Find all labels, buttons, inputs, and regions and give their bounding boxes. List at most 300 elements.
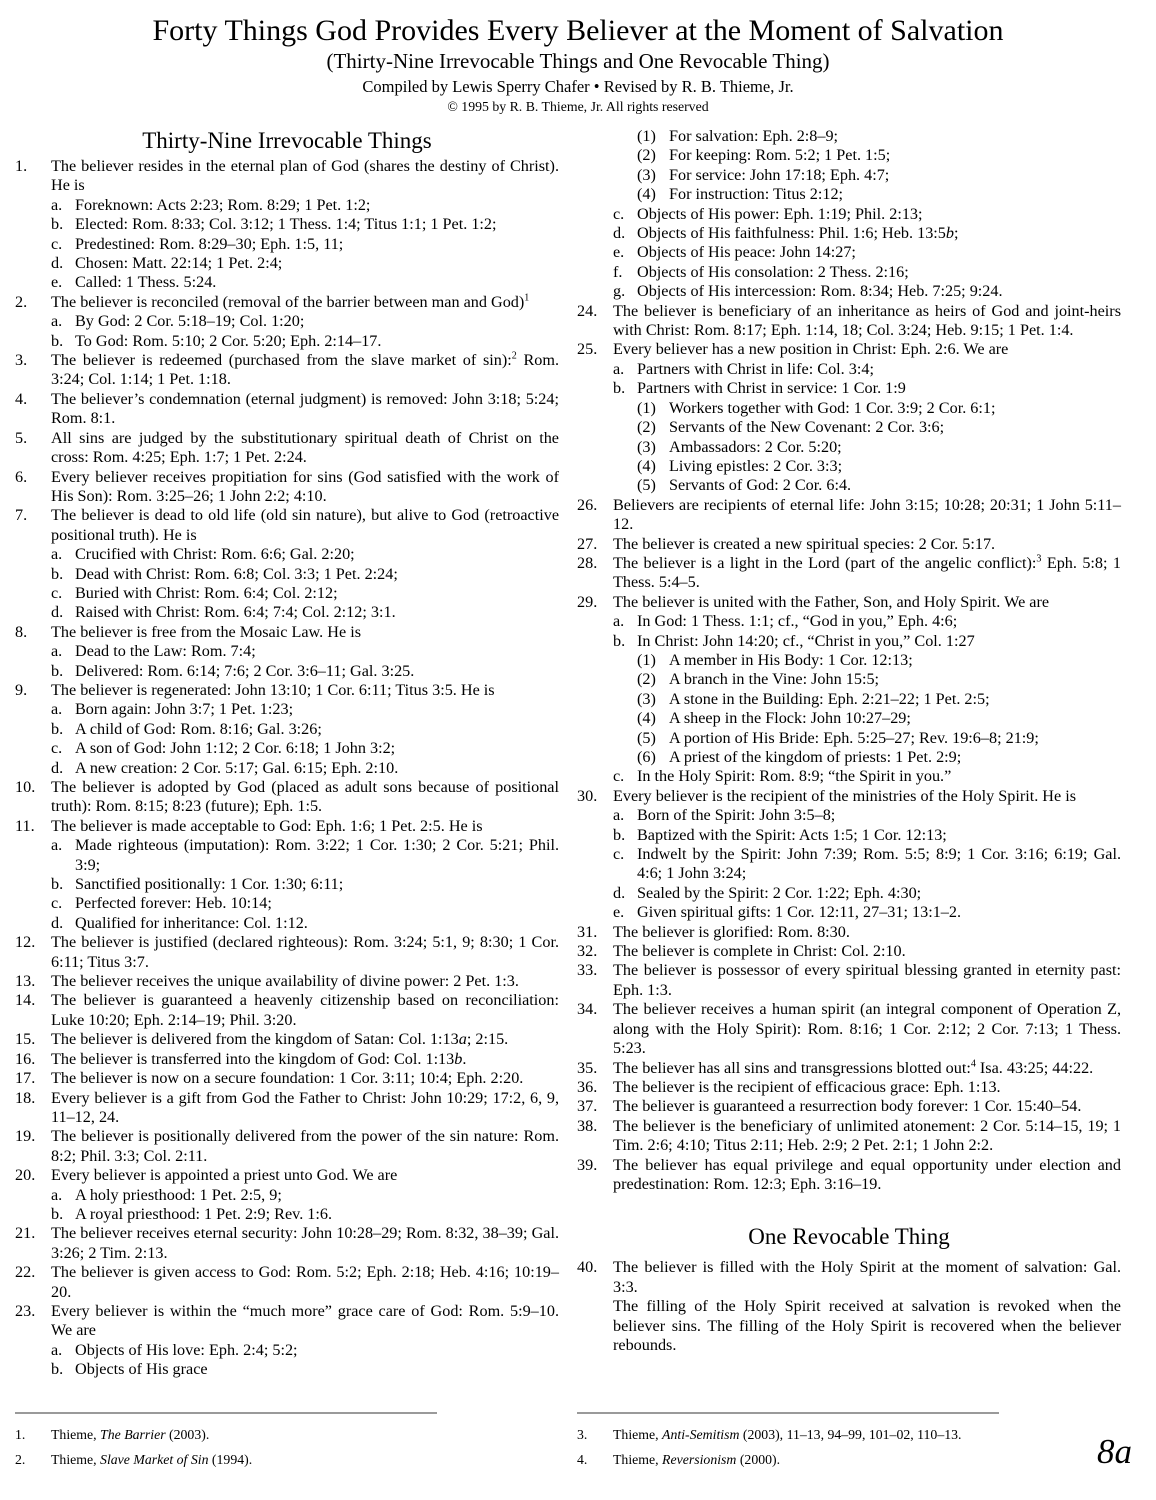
item-text: Made righteous (imputation): Rom. 3:22; 1 Cor. 1:30; 2 Cor. 5:21; Phil. 3:9; (75, 836, 559, 874)
item-marker: 8. (15, 622, 28, 641)
list-item (15, 759, 559, 778)
item-marker: a. (51, 700, 63, 719)
list-item (577, 554, 1121, 593)
item-text: The believer resides in the eternal plan of God (shares the destiny of Christ). He is (51, 157, 559, 195)
item-marker: 21. (15, 1224, 36, 1243)
item-marker: c. (51, 894, 63, 913)
item-text: The believer has all sins and transgressions blotted out:$^4$ Isa. 43:25; 44:22. (613, 1058, 1094, 1077)
item-marker: a. (51, 1185, 63, 1204)
item-marker: 23. (15, 1301, 36, 1320)
footnote-text: Thieme, Anti-Semitism (2003), 11–13, 94–99, 101–02, 110–13. (613, 1427, 962, 1442)
item-marker: 1. (15, 157, 28, 175)
list-item (15, 1166, 559, 1185)
item-text: Every believer is the recipient of the ministries of the Holy Spirit. He is (613, 786, 1077, 805)
list-item (15, 739, 559, 758)
item-text: Every believer is appointed a priest unto God. We are (51, 1166, 398, 1185)
item-text: The believer is the recipient of efficacious grace: Eph. 1:13. (613, 1077, 1001, 1096)
list-item (577, 1059, 1121, 1078)
list-item (577, 205, 1121, 224)
item-marker: (2) (637, 146, 656, 165)
item-text: The believer is complete in Christ: Col. 2:10. (613, 942, 906, 961)
item-marker: b. (613, 631, 626, 650)
list-item (15, 933, 559, 972)
list-item (577, 612, 1121, 631)
list-item (15, 254, 559, 273)
list-item (15, 1360, 559, 1379)
list-item (15, 1263, 559, 1302)
item-text: The believer is guaranteed a heavenly citizenship based on reconciliation: Luke 10:20; Eph. 2:14–19; Phil. 3:20. (51, 991, 559, 1029)
item-marker: b. (51, 875, 64, 894)
list-item (577, 127, 1121, 146)
byline: Compiled by Lewis Sperry Chafer • Revised by R. B. Thieme, Jr. (362, 77, 794, 96)
item-marker: (4) (637, 185, 656, 204)
item-text: Every believer has a new position in Christ: Eph. 2:6. We are (613, 340, 1009, 359)
list-item (577, 1117, 1121, 1156)
list-item (15, 196, 559, 215)
item-text: A sheep in the Flock: John 10:27–29; (669, 709, 911, 728)
item-text: Born of the Spirit: John 3:5–8; (637, 806, 836, 825)
item-text: Raised with Christ: Rom. 6:4; 7:4; Col. 2:12; 3:1. (75, 603, 396, 622)
item-text: The believer is united with the Father, Son, and Holy Spirit. We are (613, 592, 1050, 611)
item-text: For keeping: Rom. 5:2; 1 Pet. 1:5; (669, 146, 891, 165)
item-marker: b. (51, 564, 64, 583)
item-marker: e. (51, 273, 63, 292)
item-text: Objects of His grace (75, 1360, 208, 1379)
item-marker: (1) (637, 127, 656, 145)
item-marker: a. (613, 359, 625, 378)
item-marker: a. (51, 195, 63, 214)
item-marker: c. (51, 583, 63, 602)
list-item (577, 379, 1121, 398)
item-text: Delivered: Rom. 6:14; 7:6; 2 Cor. 3:6–11; Gal. 3:25. (75, 661, 415, 680)
list-item (15, 215, 559, 234)
item-marker: 27. (577, 534, 598, 553)
item-marker: c. (51, 234, 63, 253)
item-marker: b. (51, 661, 64, 680)
item-text: Every believer receives propitiation for sins (God satisfied with the work of His Son): Rom. 3:25–26; 1 John 2:2; 4:10. (51, 467, 559, 505)
list-item (15, 1341, 559, 1360)
item-marker: 22. (15, 1263, 36, 1282)
item-text: Foreknown: Acts 2:23; Rom. 8:29; 1 Pet. 1:2; (75, 195, 371, 214)
item-text: Dead with Christ: Rom. 6:8; Col. 3:3; 1 Pet. 2:24; (75, 564, 398, 583)
item-text: The believer is possessor of every spiritual blessing granted in eternity past: Eph. 1:3. (613, 961, 1121, 999)
list-item (577, 1078, 1121, 1097)
item-marker: (1) (637, 398, 656, 417)
item-text: For service: John 17:18; Eph. 4:7; (669, 165, 890, 184)
item-text: The believer is filled with the Holy Spirit at the moment of salvation: Gal. 3:3. (613, 1258, 1121, 1296)
item-text: The believer is delivered from the kingdom of Satan: Col. 1:13a; 2:15. (51, 1030, 509, 1049)
item-text: The believer is now on a secure foundation: 1 Cor. 3:11; 10:4; Eph. 2:20. (51, 1069, 524, 1088)
item-marker: b. (51, 1204, 64, 1223)
item-text: Sealed by the Spirit: 2 Cor. 1:22; Eph. 4:30; (637, 883, 922, 902)
list-item (15, 1050, 559, 1069)
list-item (15, 778, 559, 817)
item-marker: a. (51, 1340, 63, 1359)
item-text: The believer is regenerated: John 13:10; 1 Cor. 6:11; Titus 3:5. He is (51, 680, 495, 699)
item-marker: (1) (637, 650, 656, 669)
list-item (15, 894, 559, 913)
item-text: The believer is transferred into the kingdom of God: Col. 1:13b. (51, 1049, 467, 1068)
item-text: The believer is justified (declared righteous): Rom. 3:24; 5:1, 9; 8:30; 1 Cor. 6:11; Titus 3:7. (51, 933, 559, 971)
list-item (577, 806, 1121, 825)
item-marker: 39. (577, 1155, 598, 1174)
item-text: The believer is given access to God: Rom. 5:2; Eph. 2:18; Heb. 4:16; 10:19–20. (51, 1263, 559, 1301)
list-item (577, 282, 1121, 301)
section-heading-irrevocable: Thirty-Nine Irrevocable Things (142, 128, 432, 153)
item-marker: b. (51, 719, 64, 738)
item-text: The believer is dead to old life (old sin nature), but alive to God (retroactive positional truth). He is (51, 506, 559, 544)
page-subtitle: (Thirty-Nine Irrevocable Things and One Revocable Thing) (326, 49, 830, 73)
item-text: Indwelt by the Spirit: John 7:39; Rom. 5:5; 8:9; 1 Cor. 3:16; 6:19; Gal. 4:6; 1 John 3:24; (637, 845, 1121, 883)
item-text: Workers together with God: 1 Cor. 3:9; 2 Cor. 6:1; (669, 398, 996, 417)
item-marker: 16. (15, 1049, 36, 1068)
list-item (577, 1258, 1121, 1297)
item-text: A royal priesthood: 1 Pet. 2:9; Rev. 1:6. (75, 1204, 333, 1223)
list-item (15, 972, 559, 991)
item-marker: 12. (15, 933, 36, 952)
list-item (577, 302, 1121, 341)
item-text: The believer’s condemnation (eternal judgment) is removed: John 3:18; 5:24; Rom. 8:1. (51, 389, 559, 428)
item-marker: a. (613, 806, 625, 825)
footnote-item (577, 1427, 1121, 1443)
list-item (15, 991, 559, 1030)
list-item (15, 642, 559, 661)
item-text: The believer has equal privilege and equal opportunity under election and predestination: Rom. 12:3; Eph. 3:16–19. (613, 1155, 1121, 1193)
item-marker: 40. (577, 1258, 598, 1277)
list-item (577, 961, 1121, 1000)
item-text: For salvation: Eph. 2:8–9; (669, 127, 839, 145)
item-marker: 13. (15, 972, 36, 991)
item-marker: 11. (15, 816, 35, 835)
item-text: The believer is positionally delivered from the power of the sin nature: Rom. 8:2; Phil. 3:3; Col. 2:11. (51, 1127, 559, 1165)
list-item (577, 923, 1121, 942)
irrevocable-list-left (15, 157, 559, 1380)
item-text: Objects of His consolation: 2 Thess. 2:16; (637, 262, 909, 281)
item-text: The believer is made acceptable to God: Eph. 1:6; 1 Pet. 2:5. He is (51, 816, 483, 835)
item-text: A priest of the kingdom of priests: 1 Pet. 2:9; (669, 748, 962, 766)
item-marker: c. (613, 767, 625, 786)
item-marker: (2) (637, 670, 656, 689)
item-marker: 2. (15, 1452, 26, 1467)
item-text: Chosen: Matt. 22:14; 1 Pet. 2:4; (75, 254, 283, 273)
item-marker: (4) (637, 456, 656, 475)
item-text: All sins are judged by the substitutionary spiritual death of Christ on the cross: Rom. 4:25; Eph. 1:7; 1 Pet. 2:24. (51, 428, 559, 467)
item-text: Servants of God: 2 Cor. 6:4. (669, 476, 852, 495)
item-text: The believer is redeemed (purchased from the slave market of sin):$^2$ Rom. 3:24; Col. 1:14; 1 Pet. 1:18. (51, 350, 559, 389)
item-marker: a. (51, 312, 63, 331)
item-marker: b. (613, 825, 626, 844)
item-marker: b. (51, 215, 64, 234)
list-item (15, 390, 559, 429)
list-item (15, 720, 559, 739)
item-marker: d. (613, 224, 626, 243)
irrevocable-list-right (577, 127, 1121, 1194)
item-marker: c. (613, 204, 625, 223)
item-text: Perfected forever: Heb. 10:14; (75, 894, 272, 913)
list-item (15, 1224, 559, 1263)
list-item (577, 884, 1121, 903)
list-item (15, 603, 559, 622)
list-item (15, 875, 559, 894)
item-marker: 36. (577, 1077, 598, 1096)
item-marker: (5) (637, 476, 656, 495)
item-marker: 37. (577, 1097, 598, 1116)
item-marker: 35. (577, 1058, 598, 1077)
list-item (15, 157, 559, 196)
item-marker: 6. (15, 467, 28, 486)
list-item (577, 476, 1121, 495)
item-text: A branch in the Vine: John 15:5; (669, 670, 880, 689)
item-marker: b. (51, 1360, 64, 1379)
item-marker: 2. (15, 292, 28, 311)
list-item (577, 1156, 1121, 1195)
page-title: Forty Things God Provides Every Believer at the Moment of Salvation (152, 14, 1004, 47)
item-text: To God: Rom. 5:10; 2 Cor. 5:20; Eph. 2:14–17. (75, 331, 382, 350)
item-marker: 14. (15, 991, 36, 1010)
copyright-notice: © 1995 by R. B. Thieme, Jr. All rights reserved (447, 99, 709, 114)
item-marker: d. (51, 913, 64, 932)
footnote-list-left (15, 1427, 559, 1468)
item-text: A member in His Body: 1 Cor. 12:13; (669, 650, 913, 669)
item-marker: 29. (577, 592, 598, 611)
item-marker: d. (51, 254, 64, 273)
item-marker: 32. (577, 942, 598, 961)
list-item (577, 826, 1121, 845)
list-item (577, 767, 1121, 786)
item-text: A son of God: John 1:12; 2 Cor. 6:18; 1 John 3:2; (75, 739, 396, 758)
item-text: Objects of His peace: John 14:27; (637, 243, 856, 262)
item-text: For instruction: Titus 2:12; (669, 185, 844, 204)
footnote-text: Thieme, The Barrier (2003). (51, 1427, 210, 1442)
item-text: By God: 2 Cor. 5:18–19; Col. 1:20; (75, 312, 305, 331)
item-marker: c. (613, 845, 625, 864)
item-text: Qualified for inheritance: Col. 1:12. (75, 913, 308, 932)
item-marker: 34. (577, 1000, 598, 1019)
item-marker: 25. (577, 340, 598, 359)
left-column (15, 127, 559, 1380)
item-marker: 7. (15, 506, 28, 525)
list-item (15, 914, 559, 933)
item-text: The believer is a light in the Lord (part of the angelic conflict):$^3$ Eph. 5:8; 1 Thess. 5:4–5. (613, 553, 1122, 592)
item-text: The believer is created a new spiritual species: 2 Cor. 5:17. (613, 534, 996, 553)
item-marker: 15. (15, 1030, 36, 1049)
list-item (15, 565, 559, 584)
item-marker: e. (613, 243, 625, 262)
item-marker: 24. (577, 301, 598, 320)
item-text: Objects of His power: Eph. 1:19; Phil. 2:13; (637, 204, 923, 223)
list-item (15, 332, 559, 351)
list-item (577, 1000, 1121, 1058)
list-item (577, 651, 1121, 670)
list-item (15, 1127, 559, 1166)
right-column (577, 127, 1121, 1380)
item-text: A child of God: Rom. 8:16; Gal. 3:26; (75, 719, 322, 738)
list-item (577, 418, 1121, 437)
list-item (15, 506, 559, 545)
item-text: A portion of His Bride: Eph. 5:25–27; Rev. 19:6–8; 21:9; (669, 728, 1039, 747)
item-text: The believer is free from the Mosaic Law. He is (51, 622, 361, 641)
list-item (577, 146, 1121, 165)
item-text: Servants of the New Covenant: 2 Cor. 3:6; (669, 418, 945, 437)
item-marker: (3) (637, 437, 656, 456)
item-marker: 10. (15, 778, 36, 796)
list-item (577, 729, 1121, 748)
item-text: Dead to the Law: Rom. 7:4; (75, 642, 256, 661)
list-item (15, 836, 559, 875)
item-marker: f. (613, 262, 623, 281)
list-item (577, 632, 1121, 651)
list-item (577, 670, 1121, 689)
list-item (15, 429, 559, 468)
item-marker: 9. (15, 680, 28, 699)
item-marker: 3. (15, 351, 28, 370)
item-text: Objects of His faithfulness: Phil. 1:6; Heb. 13:5b; (637, 224, 959, 243)
item-marker: e. (613, 903, 625, 922)
item-text: The believer receives a human spirit (an integral component of Operation Z, along with the Holy Spirit): Rom. 8:16; 1 Cor. 2:12; 2 Cor. 7:13; 1 Thess. 5:23. (613, 1000, 1121, 1058)
list-item (15, 681, 559, 700)
list-item (577, 690, 1121, 709)
item-text: The believer receives the unique availability of divine power: 2 Pet. 1:3. (51, 972, 519, 991)
item-text: The believer is glorified: Rom. 8:30. (613, 922, 850, 941)
revocable-list (577, 1258, 1121, 1355)
list-item (15, 235, 559, 254)
list-item (577, 942, 1121, 961)
footnote-item (15, 1452, 559, 1468)
item-marker: 20. (15, 1166, 36, 1185)
item-text: The believer is adopted by God (placed as adult sons because of positional truth): Rom. 8:15; 8:23 (future); Eph. 1:5. (51, 778, 559, 816)
item-marker: 4. (15, 389, 28, 408)
item-marker: 1. (15, 1427, 26, 1442)
item-text: Ambassadors: 2 Cor. 5:20; (669, 437, 842, 456)
item-marker: a. (51, 545, 63, 564)
item-marker: 18. (15, 1088, 36, 1107)
item-marker: b. (51, 331, 64, 350)
footnote-list-right (577, 1427, 1121, 1468)
list-item (577, 1297, 1121, 1355)
list-item (577, 224, 1121, 243)
list-item (15, 273, 559, 292)
list-item (577, 748, 1121, 767)
list-item (577, 457, 1121, 476)
list-item (577, 399, 1121, 418)
item-text: The filling of the Holy Spirit received at salvation is revoked when the believer sins. The filling of the Holy Spirit is recovered when the believer rebounds. (613, 1297, 1121, 1354)
list-item (577, 496, 1121, 535)
item-text: Crucified with Christ: Rom. 6:6; Gal. 2:20; (75, 545, 355, 564)
item-marker: d. (51, 758, 64, 777)
item-text: Partners with Christ in life: Col. 3:4; (637, 359, 874, 378)
list-item (15, 623, 559, 642)
footnote-rule (15, 1412, 437, 1414)
footnote-item (15, 1427, 559, 1443)
list-item (15, 817, 559, 836)
list-item (577, 845, 1121, 884)
item-text: Believers are recipients of eternal life: John 3:15; 10:28; 20:31; 1 John 5:11–12. (613, 495, 1121, 534)
item-marker: 33. (577, 961, 598, 980)
item-marker: a. (51, 836, 63, 855)
item-marker: 19. (15, 1127, 36, 1146)
list-item (577, 438, 1121, 457)
item-marker: d. (51, 603, 64, 622)
item-marker: (3) (637, 689, 656, 708)
item-marker: (3) (637, 165, 656, 184)
item-text: Objects of His intercession: Rom. 8:34; Heb. 7:25; 9:24. (637, 282, 1003, 301)
item-text: In Christ: John 14:20; cf., “Christ in you,” Col. 1:27 (637, 631, 975, 650)
footnote-text: Thieme, Reversionism (2000). (613, 1452, 781, 1467)
item-text: Given spiritual gifts: 1 Cor. 12:11, 27–31; 13:1–2. (637, 903, 962, 922)
list-item (15, 584, 559, 603)
document-header (0, 14, 1156, 115)
item-text: Called: 1 Thess. 5:24. (75, 273, 217, 292)
item-text: Sanctified positionally: 1 Cor. 1:30; 6:11; (75, 875, 344, 894)
two-column-body (15, 127, 1121, 1380)
item-marker: (5) (637, 728, 656, 747)
item-marker: 38. (577, 1116, 598, 1135)
list-item (15, 700, 559, 719)
item-text: The believer is guaranteed a resurrection body forever: 1 Cor. 15:40–54. (613, 1097, 1082, 1116)
footnote-text: Thieme, Slave Market of Sin (1994). (51, 1452, 253, 1467)
list-item (15, 1089, 559, 1128)
list-item (577, 360, 1121, 379)
item-text: In the Holy Spirit: Rom. 8:9; “the Spirit in you.” (637, 767, 952, 786)
list-item (15, 1186, 559, 1205)
list-item (577, 263, 1121, 282)
list-item (577, 787, 1121, 806)
item-text: Elected: Rom. 8:33; Col. 3:12; 1 Thess. 1:4; Titus 1:1; 1 Pet. 1:2; (75, 215, 497, 234)
item-marker: (2) (637, 418, 656, 437)
list-item (577, 593, 1121, 612)
item-text: In God: 1 Thess. 1:1; cf., “God in you,” Eph. 4:6; (637, 612, 958, 631)
list-item (577, 340, 1121, 359)
list-item (15, 351, 559, 390)
item-marker: 3. (577, 1427, 588, 1442)
item-marker: g. (613, 282, 626, 301)
section-heading-revocable: One Revocable Thing (748, 1224, 950, 1250)
item-text: Baptized with the Spirit: Acts 1:5; 1 Cor. 12:13; (637, 825, 947, 844)
item-marker: 28. (577, 553, 598, 572)
list-item (577, 709, 1121, 728)
list-item (15, 1030, 559, 1049)
item-marker: 17. (15, 1069, 36, 1088)
footnotes-left (15, 1412, 559, 1477)
item-text: Buried with Christ: Rom. 6:4; Col. 2:12; (75, 583, 338, 602)
footnotes-right (577, 1412, 1121, 1477)
item-marker: 30. (577, 786, 598, 805)
item-marker: a. (51, 642, 63, 661)
item-marker: b. (613, 379, 626, 398)
list-item (15, 1205, 559, 1224)
item-text: The believer is beneficiary of an inheritance as heirs of God and joint-heirs with Christ: Rom. 8:17; Eph. 1:14, 18; Col. 3:24; Heb. 9:15; 1 Pet. 1:4. (613, 301, 1121, 340)
list-item (577, 1097, 1121, 1116)
list-item (15, 1069, 559, 1088)
item-text: Partners with Christ in service: 1 Cor. 1:9 (637, 379, 906, 398)
item-marker: 31. (577, 922, 598, 941)
list-item (15, 545, 559, 564)
item-marker: 5. (15, 428, 28, 447)
item-marker: 4. (577, 1452, 588, 1467)
item-text: Living epistles: 2 Cor. 3:3; (669, 456, 843, 475)
item-text: A stone in the Building: Eph. 2:21–22; 1 Pet. 2:5; (669, 689, 990, 708)
item-text: Predestined: Rom. 8:29–30; Eph. 1:5, 11; (75, 234, 344, 253)
list-item (15, 468, 559, 507)
item-marker: (4) (637, 709, 656, 728)
list-item (577, 243, 1121, 262)
item-text: Born again: John 3:7; 1 Pet. 1:23; (75, 700, 294, 719)
item-text: Every believer is a gift from God the Father to Christ: John 10:29; 17:2, 6, 9, 11–12, 24. (51, 1088, 559, 1126)
page-number: 8a (1097, 1432, 1132, 1471)
footnote-rule (577, 1412, 999, 1414)
item-text: The believer receives eternal security: John 10:28–29; Rom. 8:32, 38–39; Gal. 3:26; 2 Tim. 2:13. (51, 1224, 559, 1262)
item-text: The believer is the beneficiary of unlimited atonement: 2 Cor. 5:14–15, 19; 1 Tim. 2:6; 4:10; Titus 2:11; Heb. 2:9; 2 Pet. 2:1; 1 John 2:2. (613, 1116, 1121, 1155)
